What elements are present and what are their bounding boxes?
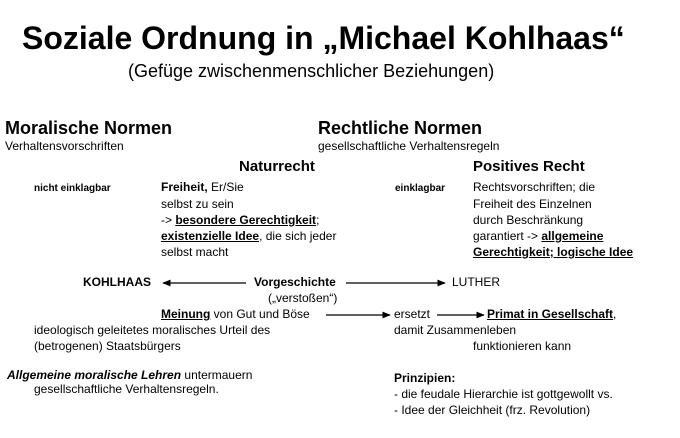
positiv-line-1: Rechtsvorschriften; die xyxy=(473,180,596,194)
legal-heading: Rechtliche Normen xyxy=(318,118,483,138)
positives-recht-heading: Positives Recht xyxy=(473,158,585,175)
primat-line xyxy=(487,308,616,322)
verstossen-label: („verstoßen“) xyxy=(268,291,338,305)
naturrecht-line-1 xyxy=(161,181,244,195)
allgemeine-lehren-text: Allgemeine moralische Lehren xyxy=(7,368,182,382)
page-title: Soziale Ordnung in „Michael Kohlhaas“ xyxy=(22,20,625,56)
verhaltensregeln-line: gesellschaftliche Verhaltensregeln. xyxy=(34,382,219,396)
primat-text: Primat in Gesellschaft xyxy=(487,307,614,321)
positiv-line-3: durch Beschränkung xyxy=(473,213,584,227)
besondere-gerechtigkeit-text: besondere Gerechtigkeit xyxy=(175,213,317,227)
naturrecht-line-2: selbst zu sein xyxy=(161,197,234,211)
zusammenleben-line-2: funktionieren kann xyxy=(473,339,572,353)
positiv-line-5: Gerechtigkeit; logische Idee xyxy=(473,245,634,259)
naturrecht-line-5: selbst macht xyxy=(161,245,229,259)
positiv-line-2: Freiheit des Einzelnen xyxy=(473,197,592,211)
kohlhaas-label: KOHLHAAS xyxy=(83,275,151,289)
moral-heading: Moralische Normen xyxy=(5,118,173,138)
naturrecht-line-4 xyxy=(161,230,336,244)
naturrecht-line-3 xyxy=(161,214,319,228)
ersetzt-label: ersetzt xyxy=(394,307,431,321)
meinung-text: Meinung xyxy=(161,307,211,321)
naturrecht-heading: Naturrecht xyxy=(239,158,315,175)
sich-jeder-text: , die sich jeder xyxy=(259,229,337,243)
nicht-einklagbar-label: nicht einklagbar xyxy=(34,183,111,194)
urteil-line-1: ideologisch geleitetes moralisches Urteil des xyxy=(34,323,271,337)
gut-und-boese-text: von Gut und Böse xyxy=(210,307,310,321)
untermauern-text: untermauern xyxy=(181,368,253,382)
er-sie-text: Er/Sie xyxy=(207,180,244,194)
positiv-line-4 xyxy=(473,230,603,244)
urteil-line-2: (betrogenen) Staatsbürgers xyxy=(34,339,181,353)
semicolon-text: ; xyxy=(316,213,320,227)
vorgeschichte-label: Vorgeschichte xyxy=(254,275,336,289)
luther-label: LUTHER xyxy=(452,275,501,289)
einklagbar-label: einklagbar xyxy=(395,183,446,194)
legal-subheading: gesellschaftliche Verhaltensregeln xyxy=(318,139,500,153)
page-subtitle: (Gefüge zwischenmenschlicher Beziehungen) xyxy=(128,61,495,81)
arrow-prefix-text: -> xyxy=(161,213,176,227)
prinzipien-heading: Prinzipien: xyxy=(394,371,456,385)
primat-comma: , xyxy=(613,307,617,321)
moral-subheading: Verhaltensvorschriften xyxy=(5,139,124,153)
garantiert-text: garantiert -> xyxy=(473,229,542,243)
allgemeine-text: allgemeine xyxy=(541,229,604,243)
allgemeine-lehren-line xyxy=(7,369,252,383)
prinzip-1: - die feudale Hierarchie ist gottgewollt vs. xyxy=(394,387,613,401)
existenzielle-idee-text: existenzielle Idee xyxy=(161,229,260,243)
prinzip-2: - Idee der Gleichheit (frz. Revolution) xyxy=(394,403,591,417)
zusammenleben-line-1: damit Zusammenleben xyxy=(394,323,517,337)
freiheit-text: Freiheit, xyxy=(161,180,208,194)
meinung-line xyxy=(161,308,310,322)
